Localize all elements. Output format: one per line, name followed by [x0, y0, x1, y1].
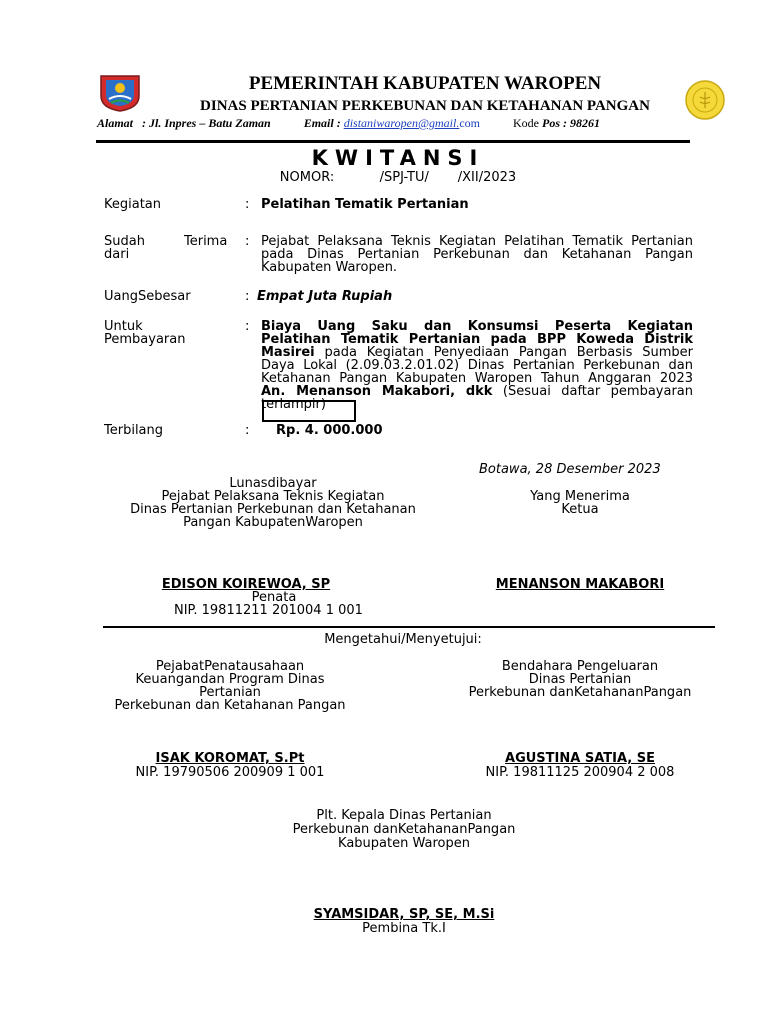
payer-nip: NIP. 19811211 201004 1 001 — [174, 603, 363, 618]
regency-emblem-icon — [97, 72, 143, 112]
receiver-label: Yang Menerima — [530, 489, 630, 504]
admin-title-line-2: Keuangandan Program Dinas — [135, 672, 325, 687]
email-label: Email : — [303, 116, 341, 130]
head-title-line-3: Kabupaten Waropen — [338, 836, 470, 851]
terbilang-label: Terbilang — [104, 423, 164, 438]
treasurer-title-line-3: Perkebunan danKetahananPangan — [468, 685, 692, 700]
head-title-line-1: Plt. Kepala Dinas Pertanian — [316, 808, 492, 823]
terbilang-value: Rp. 4. 000.000 — [276, 423, 383, 438]
admin-title-line-3: Pertanian — [199, 685, 261, 700]
uang-value: Empat Juta Rupiah — [257, 289, 393, 304]
postal-code: Pos : 98261 — [542, 116, 600, 130]
kegiatan-colon: : — [245, 197, 250, 212]
uang-colon: : — [245, 289, 250, 304]
head-rank: Pembina Tk.I — [362, 921, 446, 936]
untuk-label: Untuk Pembayaran — [104, 319, 186, 347]
approval-label: Mengetahui/Menyetujui: — [324, 632, 482, 647]
head-title-line-2: Perkebunan danKetahananPangan — [292, 822, 516, 837]
admin-title-line-1: PejabatPenatausahaan — [155, 659, 305, 674]
letterhead-address — [97, 116, 697, 131]
untuk-value-recipient: An. Menanson Makabori, dkk — [261, 384, 493, 399]
treasurer-name: AGUSTINA SATIA, SE — [505, 751, 655, 766]
email-link[interactable]: distaniwaropen@gmail. — [343, 116, 460, 130]
receiver-name: MENANSON MAKABORI — [495, 577, 665, 592]
address-text: Alamat : Jl. Inpres – Batu Zaman — [97, 116, 271, 130]
sudah-label-2: Terima — [184, 234, 228, 249]
section-divider — [103, 626, 715, 628]
department-title: DINAS PERTANIAN PERKEBUNAN DAN KETAHANAN PANGAN — [200, 98, 650, 114]
admin-title-line-4: Perkebunan dan Ketahanan Pangan — [114, 698, 346, 713]
payer-rank: Penata — [251, 590, 297, 605]
terbilang-colon: : — [245, 423, 250, 438]
highlight-box — [262, 400, 356, 422]
untuk-value-normal: pada Kegiatan Penyediaan Pangan Berbasis Sumber Daya Lokal (2.09.03.2.01.02) Dinas Pertanian Perkebunan dan Ketahanan Pangan Kabupaten Waropen Tahun Anggaran 2023 — [261, 345, 693, 386]
untuk-value-tail: (Sesuai daftar pembayaran terlampir) — [261, 384, 693, 412]
admin-nip: NIP. 19790506 200909 1 001 — [135, 765, 325, 780]
postal-label: Kode — [513, 116, 539, 130]
untuk-value — [261, 320, 693, 411]
payer-title-line-3: Pangan KabupatenWaropen — [183, 515, 363, 530]
treasurer-nip: NIP. 19811125 200904 2 008 — [485, 765, 675, 780]
kegiatan-value: Pelatihan Tematik Pertanian — [261, 197, 469, 212]
uang-label: UangSebesar — [104, 289, 191, 304]
untuk-value-bold: Biaya Uang Saku dan Konsumsi Peserta Kegiatan Pelatihan Tematik Pertanian pada BPP Koweda Distrik Masirei — [261, 319, 693, 360]
government-title: PEMERINTAH KABUPATEN WAROPEN — [248, 73, 602, 94]
receipt-number: NOMOR: /SPJ-TU/ /XII/2023 — [279, 170, 517, 185]
sudah-value: Pejabat Pelaksana Teknis Kegiatan Pelatihan Tematik Pertanian pada Dinas Pertanian Perkebunan dan Ketahanan Pangan Kabupaten Waropen. — [261, 234, 693, 275]
kegiatan-label: Kegiatan — [104, 197, 162, 212]
paid-label: Lunasdibayar — [229, 476, 317, 491]
receiver-role: Ketua — [561, 502, 599, 517]
receipt-title: KWITANSI — [311, 146, 485, 170]
receipt-date: Botawa, 28 Desember 2023 — [479, 462, 661, 477]
treasurer-title-line-2: Dinas Pertanian — [528, 672, 632, 687]
letterhead-divider — [96, 140, 690, 143]
payer-name: EDISON KOIREWOA, SP — [161, 577, 331, 592]
sudah-label-1: Sudah — [104, 234, 145, 249]
head-name: SYAMSIDAR, SP, SE, M.Si — [313, 907, 495, 922]
sudah-label-3: dari — [104, 247, 130, 262]
email-domain[interactable]: com — [459, 116, 480, 130]
admin-name: ISAK KOROMAT, S.Pt — [155, 751, 305, 766]
sudah-colon: : — [245, 234, 250, 249]
payer-title-line-2: Dinas Pertanian Perkebunan dan Ketahanan — [130, 502, 416, 517]
treasurer-title-line-1: Bendahara Pengeluaran — [501, 659, 659, 674]
payer-title-line-1: Pejabat Pelaksana Teknis Kegiatan — [161, 489, 385, 504]
untuk-colon: : — [245, 319, 250, 334]
